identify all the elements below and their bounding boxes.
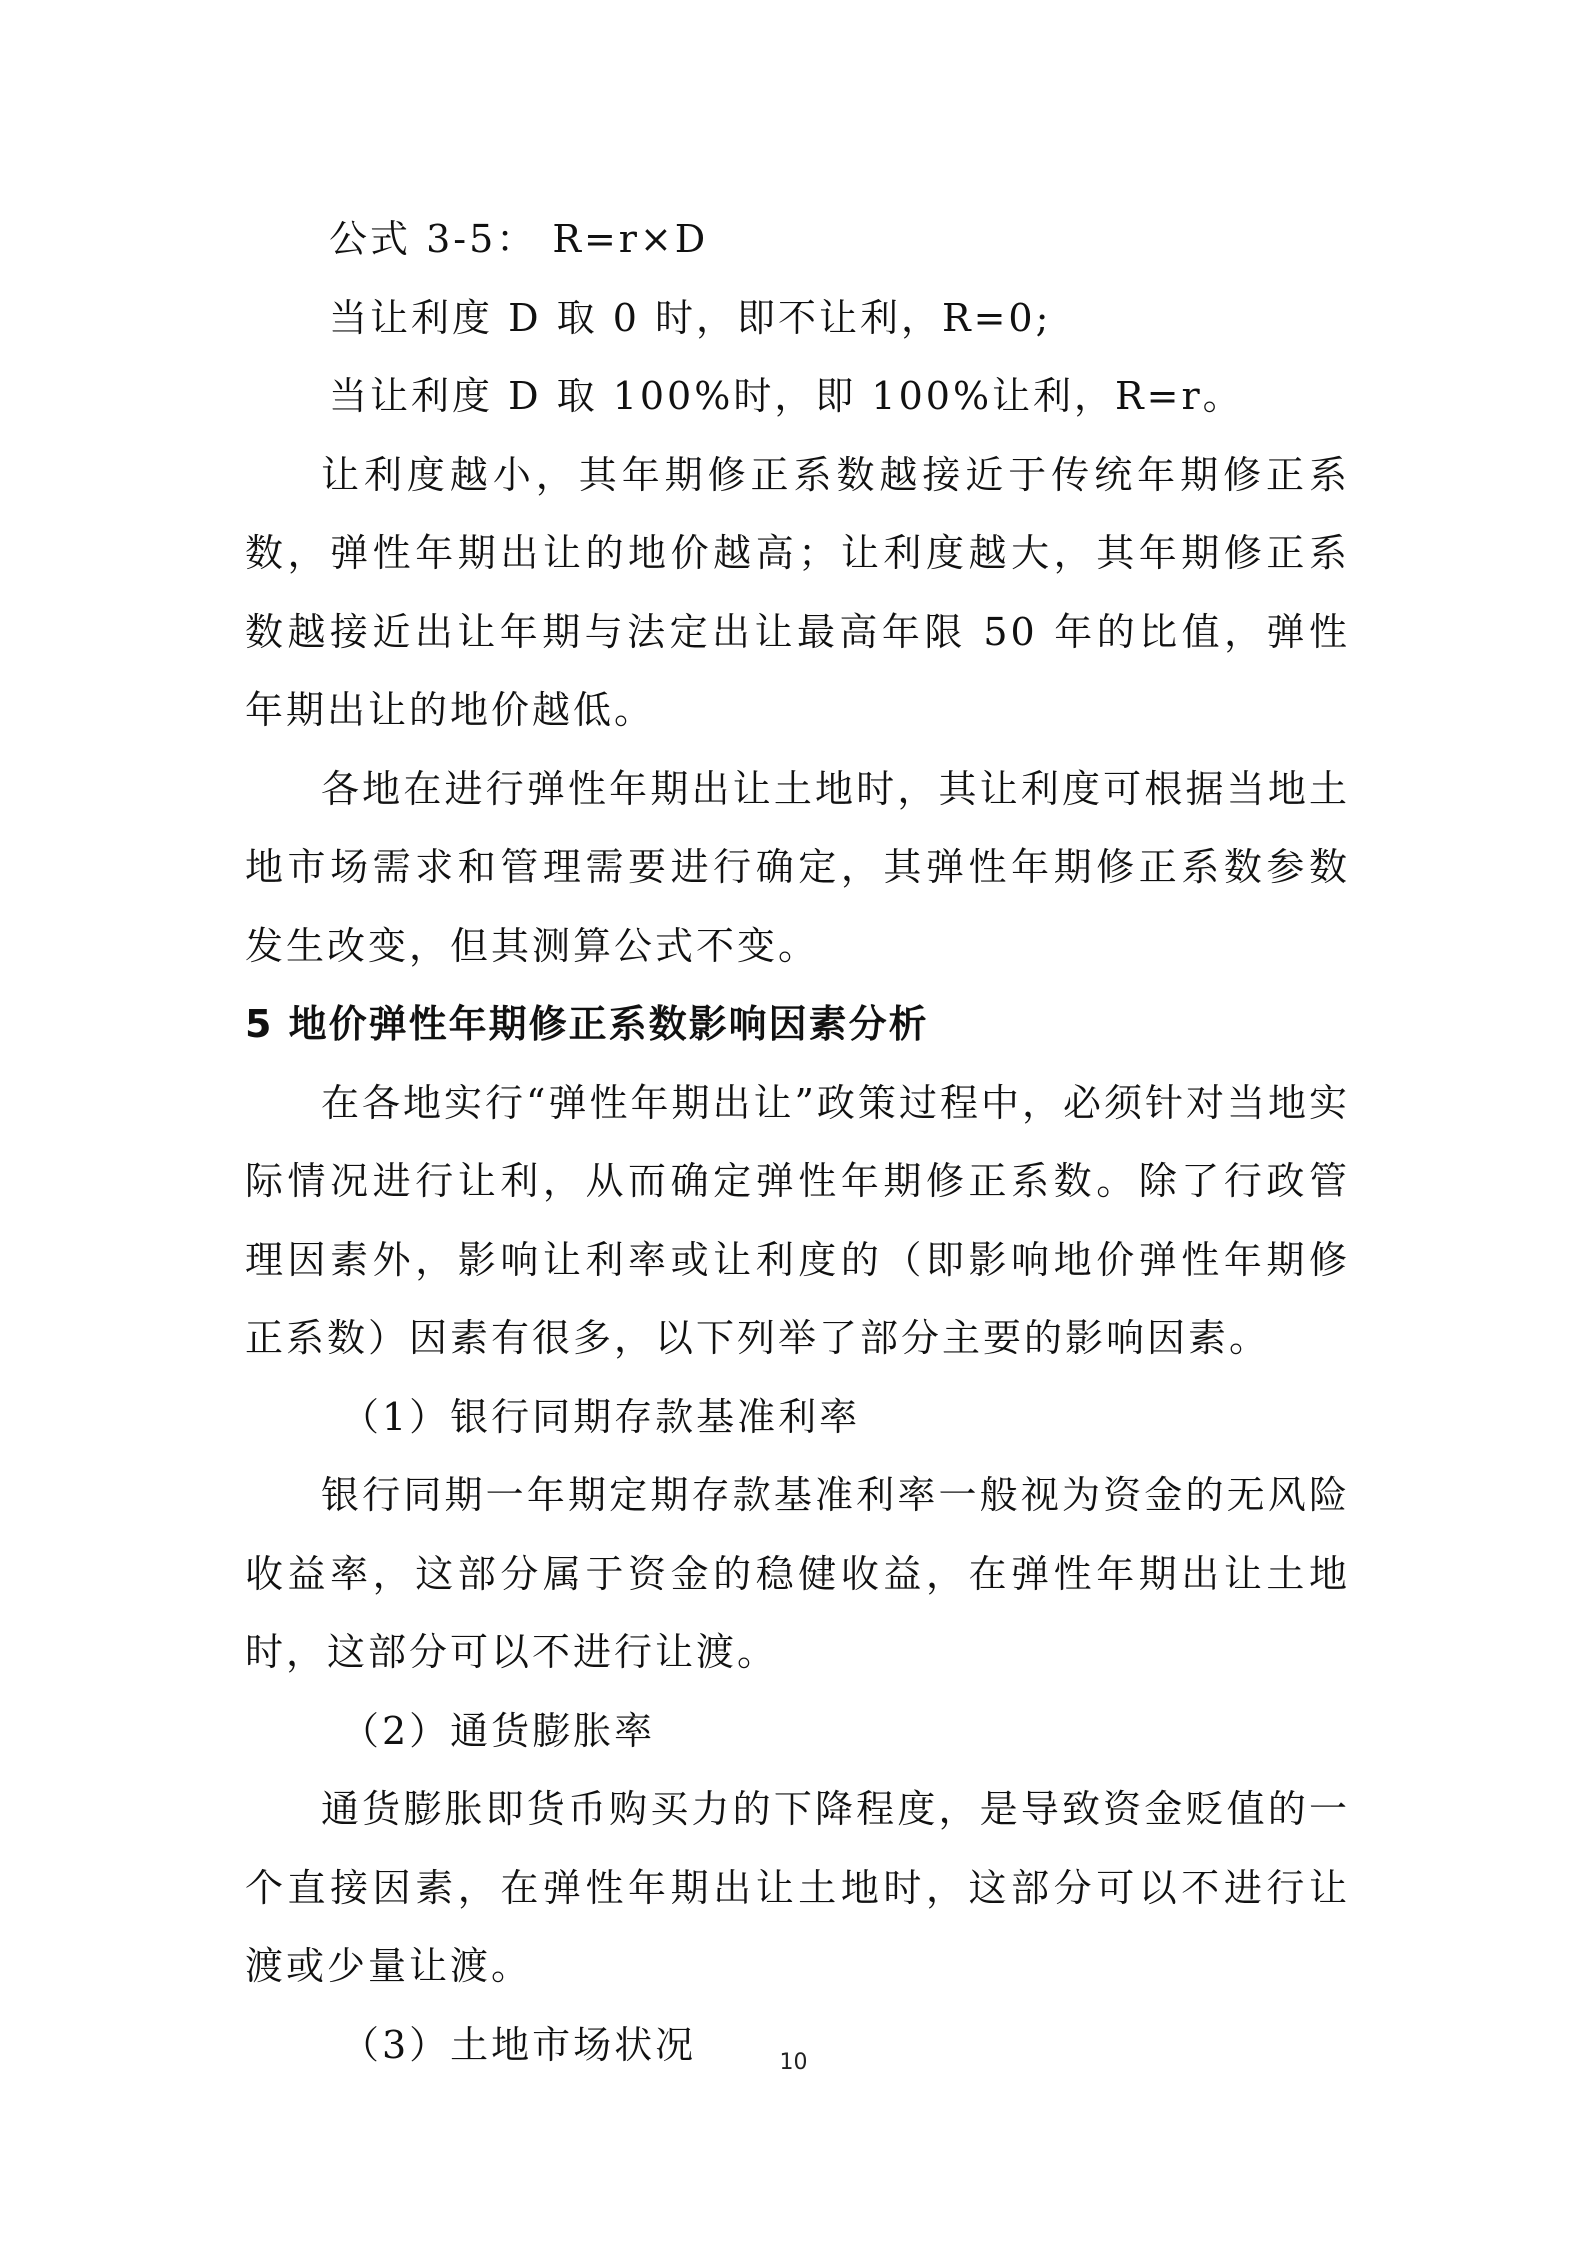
page-number: 10: [779, 2050, 808, 2075]
page-body: [245, 200, 1350, 2084]
list-item-land-market: （3）土地市场状况: [341, 2022, 697, 2067]
paragraph-local-determination: 各地在进行弹性年期出让土地时，其让利度可根据当地土地市场需求和管理需要进行确定，其弹性年期修正系数参数发生改变，但其测算公式不变。: [245, 766, 1350, 968]
list-item-inflation: （2）通货膨胀率: [341, 1708, 656, 1753]
paragraph-inflation: 通货膨胀即货币购买力的下降程度，是导致资金贬值的一个直接因素，在弹性年期出让土地时，这部分可以不进行让渡或少量让渡。: [245, 1787, 1350, 1988]
paragraph-influencing-factors: 在各地实行“弹性年期出让”政策过程中，必须针对当地实际情况进行让利，从而确定弹性年期修正系数。除了行政管理因素外，影响让利率或让利度的（即影响地价弹性年期修正系数）因素有很多，以下列举了部分主要的影响因素。: [245, 1080, 1350, 1360]
section-heading: 5 地价弹性年期修正系数影响因素分析: [245, 1002, 929, 1046]
formula-case-full: 当让利度 D 取 100%时，即 100%让利，R=r。: [329, 374, 1244, 418]
list-item-bank-rate: （1）银行同期存款基准利率: [341, 1394, 861, 1439]
paragraph-bank-rate: 银行同期一年期定期存款基准利率一般视为资金的无风险收益率，这部分属于资金的稳健收益，在弹性年期出让土地时，这部分可以不进行让渡。: [245, 1473, 1350, 1674]
formula-3-5: 公式 3-5： R=r×D: [329, 217, 709, 261]
formula-case-zero: 当让利度 D 取 0 时，即不让利，R=0;: [329, 295, 1052, 340]
paragraph-concession-effect: 让利度越小，其年期修正系数越接近于传统年期修正系数，弹性年期出让的地价越高；让利度越大，其年期修正系数越接近出让年期与法定出让最高年限 50 年的比值，弹性年期出让的地价越低。: [245, 452, 1350, 732]
